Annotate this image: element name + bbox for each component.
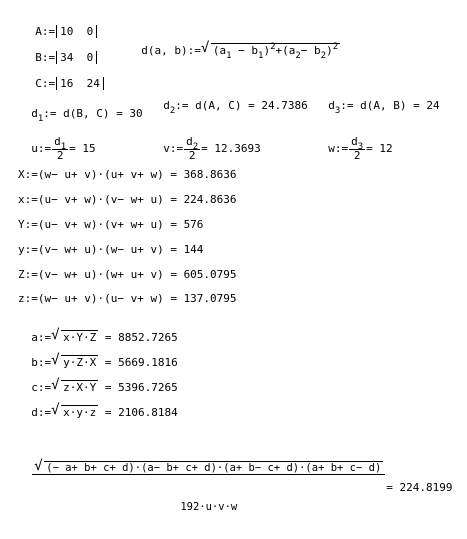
Y-def: Y:=(u− v+ w)·(v+ w+ u) = 576 xyxy=(18,218,204,231)
matrix-C: 16 24 xyxy=(56,77,104,90)
z-def: z:=(w− u+ v)·(u− v+ w) = 137.0795 xyxy=(18,292,237,305)
a-def: a:= √ x·Y·Z = 8852.7265 xyxy=(31,327,178,344)
u-def: u:= $\frac{d_1}{2}$ = 15 xyxy=(31,135,96,162)
d1-def: $d_1:= d(B$, C) = 30 xyxy=(31,107,143,124)
final-formula: √ (− a+ b+ c+ d)·(a− b+ c+ d)·(a+ b− c+ d)·(a+ b+ c− d) 192·u·v·w = 224.8199 xyxy=(34,458,453,513)
sqrt-symbol: √ $(a_1 - b_1)^2+(a_2- b_2)^2$ xyxy=(200,40,339,61)
d3-def: $d_3:= d(A$, B) = 24 xyxy=(328,99,440,116)
def-A: A:= 10 0 xyxy=(22,12,98,38)
matrix-B: 34 0 xyxy=(56,51,97,64)
b-def: b:= √ y·Z·X = 5669.1816 xyxy=(31,352,178,369)
d2-def: $d_2:= d(A$, C) = 24.7386 xyxy=(163,99,308,116)
v-def: v:= $\frac{d_2}{2}$ = 12.3693 xyxy=(163,135,261,162)
w-def: w:= $\frac{d_3}{2}$ = 12 xyxy=(328,135,393,162)
def-C: C:= 16 24 xyxy=(22,64,105,90)
X-def: X:=(w− u+ v)·(u+ v+ w) = 368.8636 xyxy=(18,168,237,181)
Z-def: Z:=(v− w+ u)·(w+ u+ v) = 605.0795 xyxy=(18,268,237,281)
matrix-A: 10 0 xyxy=(56,25,97,38)
d-def: d:= √ x·y·z = 2106.8184 xyxy=(31,402,178,419)
x-def: x:=(u− v+ w)·(v− w+ u) = 224.8636 xyxy=(18,193,237,206)
def-B: B:= 34 0 xyxy=(22,38,98,64)
c-def: c:= √ z·X·Y = 5396.7265 xyxy=(31,377,178,394)
y-def: y:=(v− w+ u)·(w− u+ v) = 144 xyxy=(18,243,204,256)
distance-function: d(a, b):= √ $(a_1 - b_1)^2+(a_2- b_2)^2$ xyxy=(141,40,339,61)
